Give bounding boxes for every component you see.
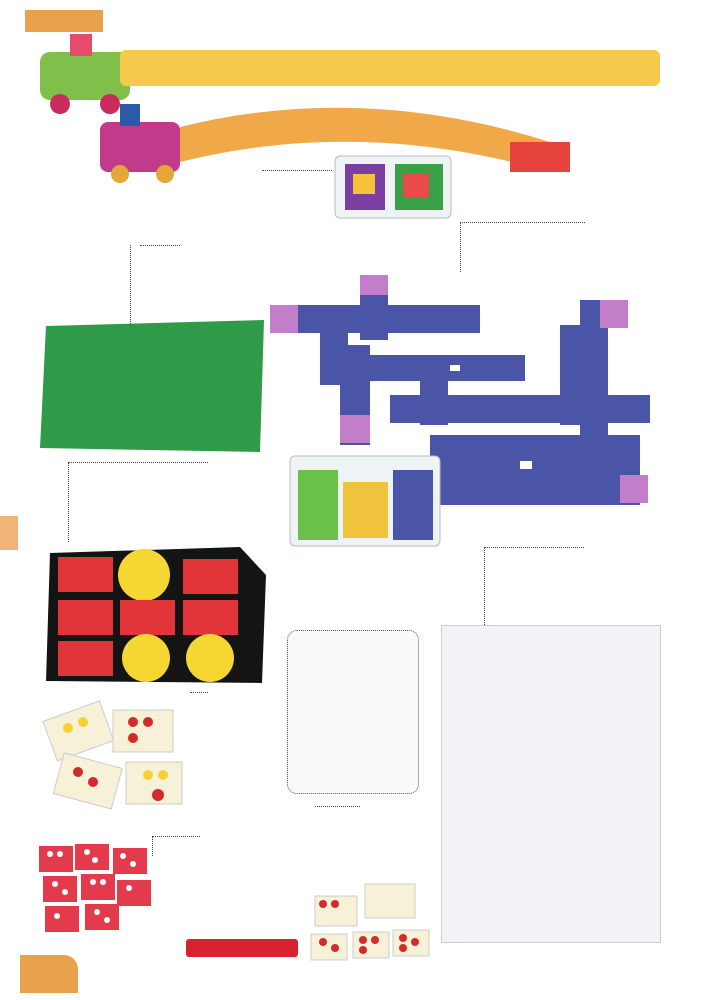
leader-line-0065 <box>484 547 584 548</box>
maze-package-image <box>288 452 443 550</box>
libras-board-image <box>40 320 268 455</box>
alfabeto-vazado-image <box>38 700 188 820</box>
libras-board <box>40 320 268 455</box>
leader-line-0063 <box>152 836 200 837</box>
leader-line-0068 <box>190 692 208 693</box>
page-number <box>20 955 78 993</box>
leader-line-0065-vertical <box>484 547 485 625</box>
braille-board-image <box>441 625 661 943</box>
sistema-avulso-detail-image <box>287 630 419 794</box>
leader-line-0064 <box>315 806 360 807</box>
tictactoe-board <box>40 545 268 685</box>
leader-line-0384-vertical <box>68 462 69 542</box>
leader-line-0354 <box>262 170 332 171</box>
leader-line-0129-vertical <box>130 245 131 330</box>
train-package-image <box>333 152 453 222</box>
alfabeto-colado-image <box>35 840 155 935</box>
leader-line-0362 <box>460 222 585 223</box>
leader-line-0129 <box>140 245 180 246</box>
tictactoe-image <box>40 545 268 685</box>
color-notice <box>186 939 298 957</box>
product-0064 <box>279 799 419 802</box>
side-tab <box>0 516 18 550</box>
sistema-avulso-image <box>305 882 435 967</box>
leader-line-0384 <box>68 462 208 463</box>
